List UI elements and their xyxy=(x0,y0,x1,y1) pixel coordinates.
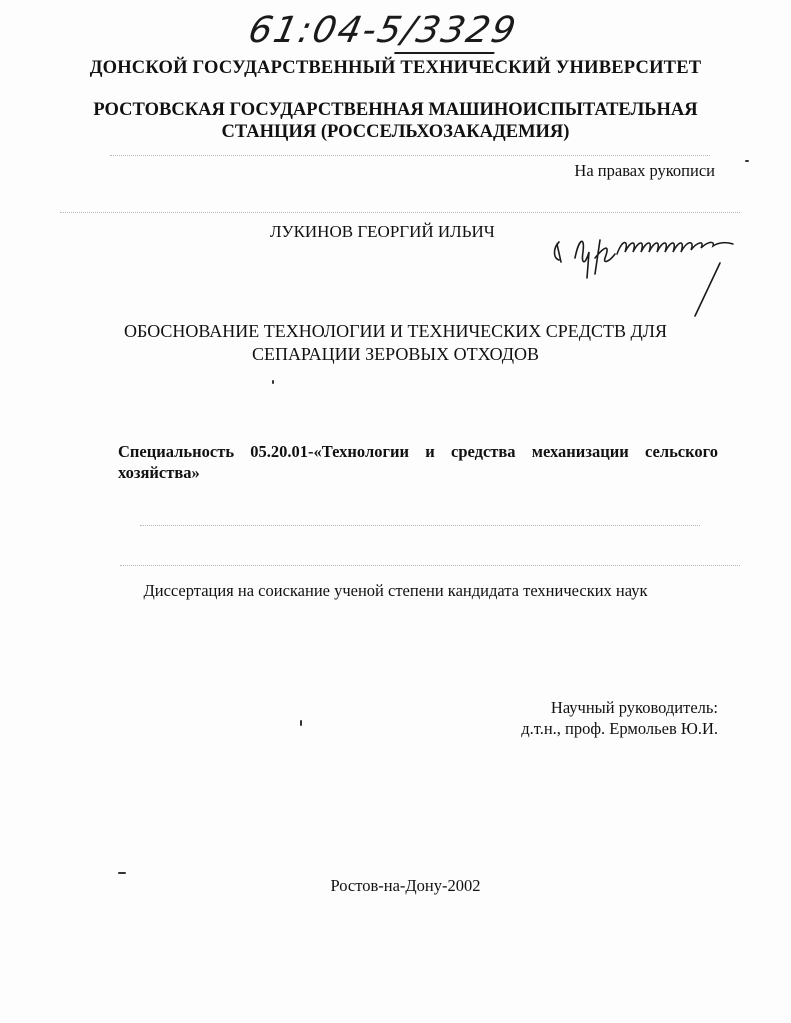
specialty: Специальность 05.20.01-«Технологии и средства механизации сельского хозяйства» xyxy=(118,442,718,482)
author-name: ЛУКИНОВ ГЕОРГИЙ ИЛЬИЧ xyxy=(270,222,495,241)
dissertation-title xyxy=(80,320,711,366)
place-and-year: Ростов-на-Дону-2002 xyxy=(330,876,481,895)
scan-speck xyxy=(272,380,274,384)
station-name xyxy=(60,99,731,143)
scan-speck xyxy=(745,160,749,162)
author-signature xyxy=(545,218,745,328)
archive-code-underline xyxy=(394,52,494,54)
station-name-line2: СТАНЦИЯ (РОССЕЛЬХОЗАКАДЕМИЯ) xyxy=(221,122,570,142)
manuscript-rights: На правах рукописи xyxy=(574,161,715,180)
archive-code-text: 61:04-5/3329 xyxy=(244,10,521,51)
supervisor-name: д.т.н., проф. Ермольев Ю.И. xyxy=(521,719,718,738)
university-name: ДОНСКОЙ ГОСУДАРСТВЕННЫЙ ТЕХНИЧЕСКИЙ УНИВЕРСИТЕТ xyxy=(89,58,702,78)
supervisor-role: Научный руководитель: xyxy=(550,698,718,717)
scientific-supervisor xyxy=(440,697,718,739)
handwritten-archive-code xyxy=(242,10,521,62)
scan-noise-line xyxy=(60,212,740,213)
scan-noise-line xyxy=(140,525,700,526)
dissertation-title-line1: ОБОСНОВАНИЕ ТЕХНОЛОГИИ И ТЕХНИЧЕСКИХ СРЕДСТВ ДЛЯ xyxy=(124,321,667,341)
scan-noise-line xyxy=(110,155,710,156)
station-name-line1: РОСТОВСКАЯ ГОСУДАРСТВЕННАЯ МАШИНОИСПЫТАТЕЛЬНАЯ xyxy=(93,100,698,120)
dissertation-title-line2: СЕПАРАЦИИ ЗЕРОВЫХ ОТХОДОВ xyxy=(251,344,540,364)
scan-speck xyxy=(118,872,126,874)
scan-speck xyxy=(300,720,302,726)
scan-noise-line xyxy=(120,565,740,566)
dissertation-degree: Диссертация на соискание ученой степени кандидата технических наук xyxy=(143,581,648,600)
